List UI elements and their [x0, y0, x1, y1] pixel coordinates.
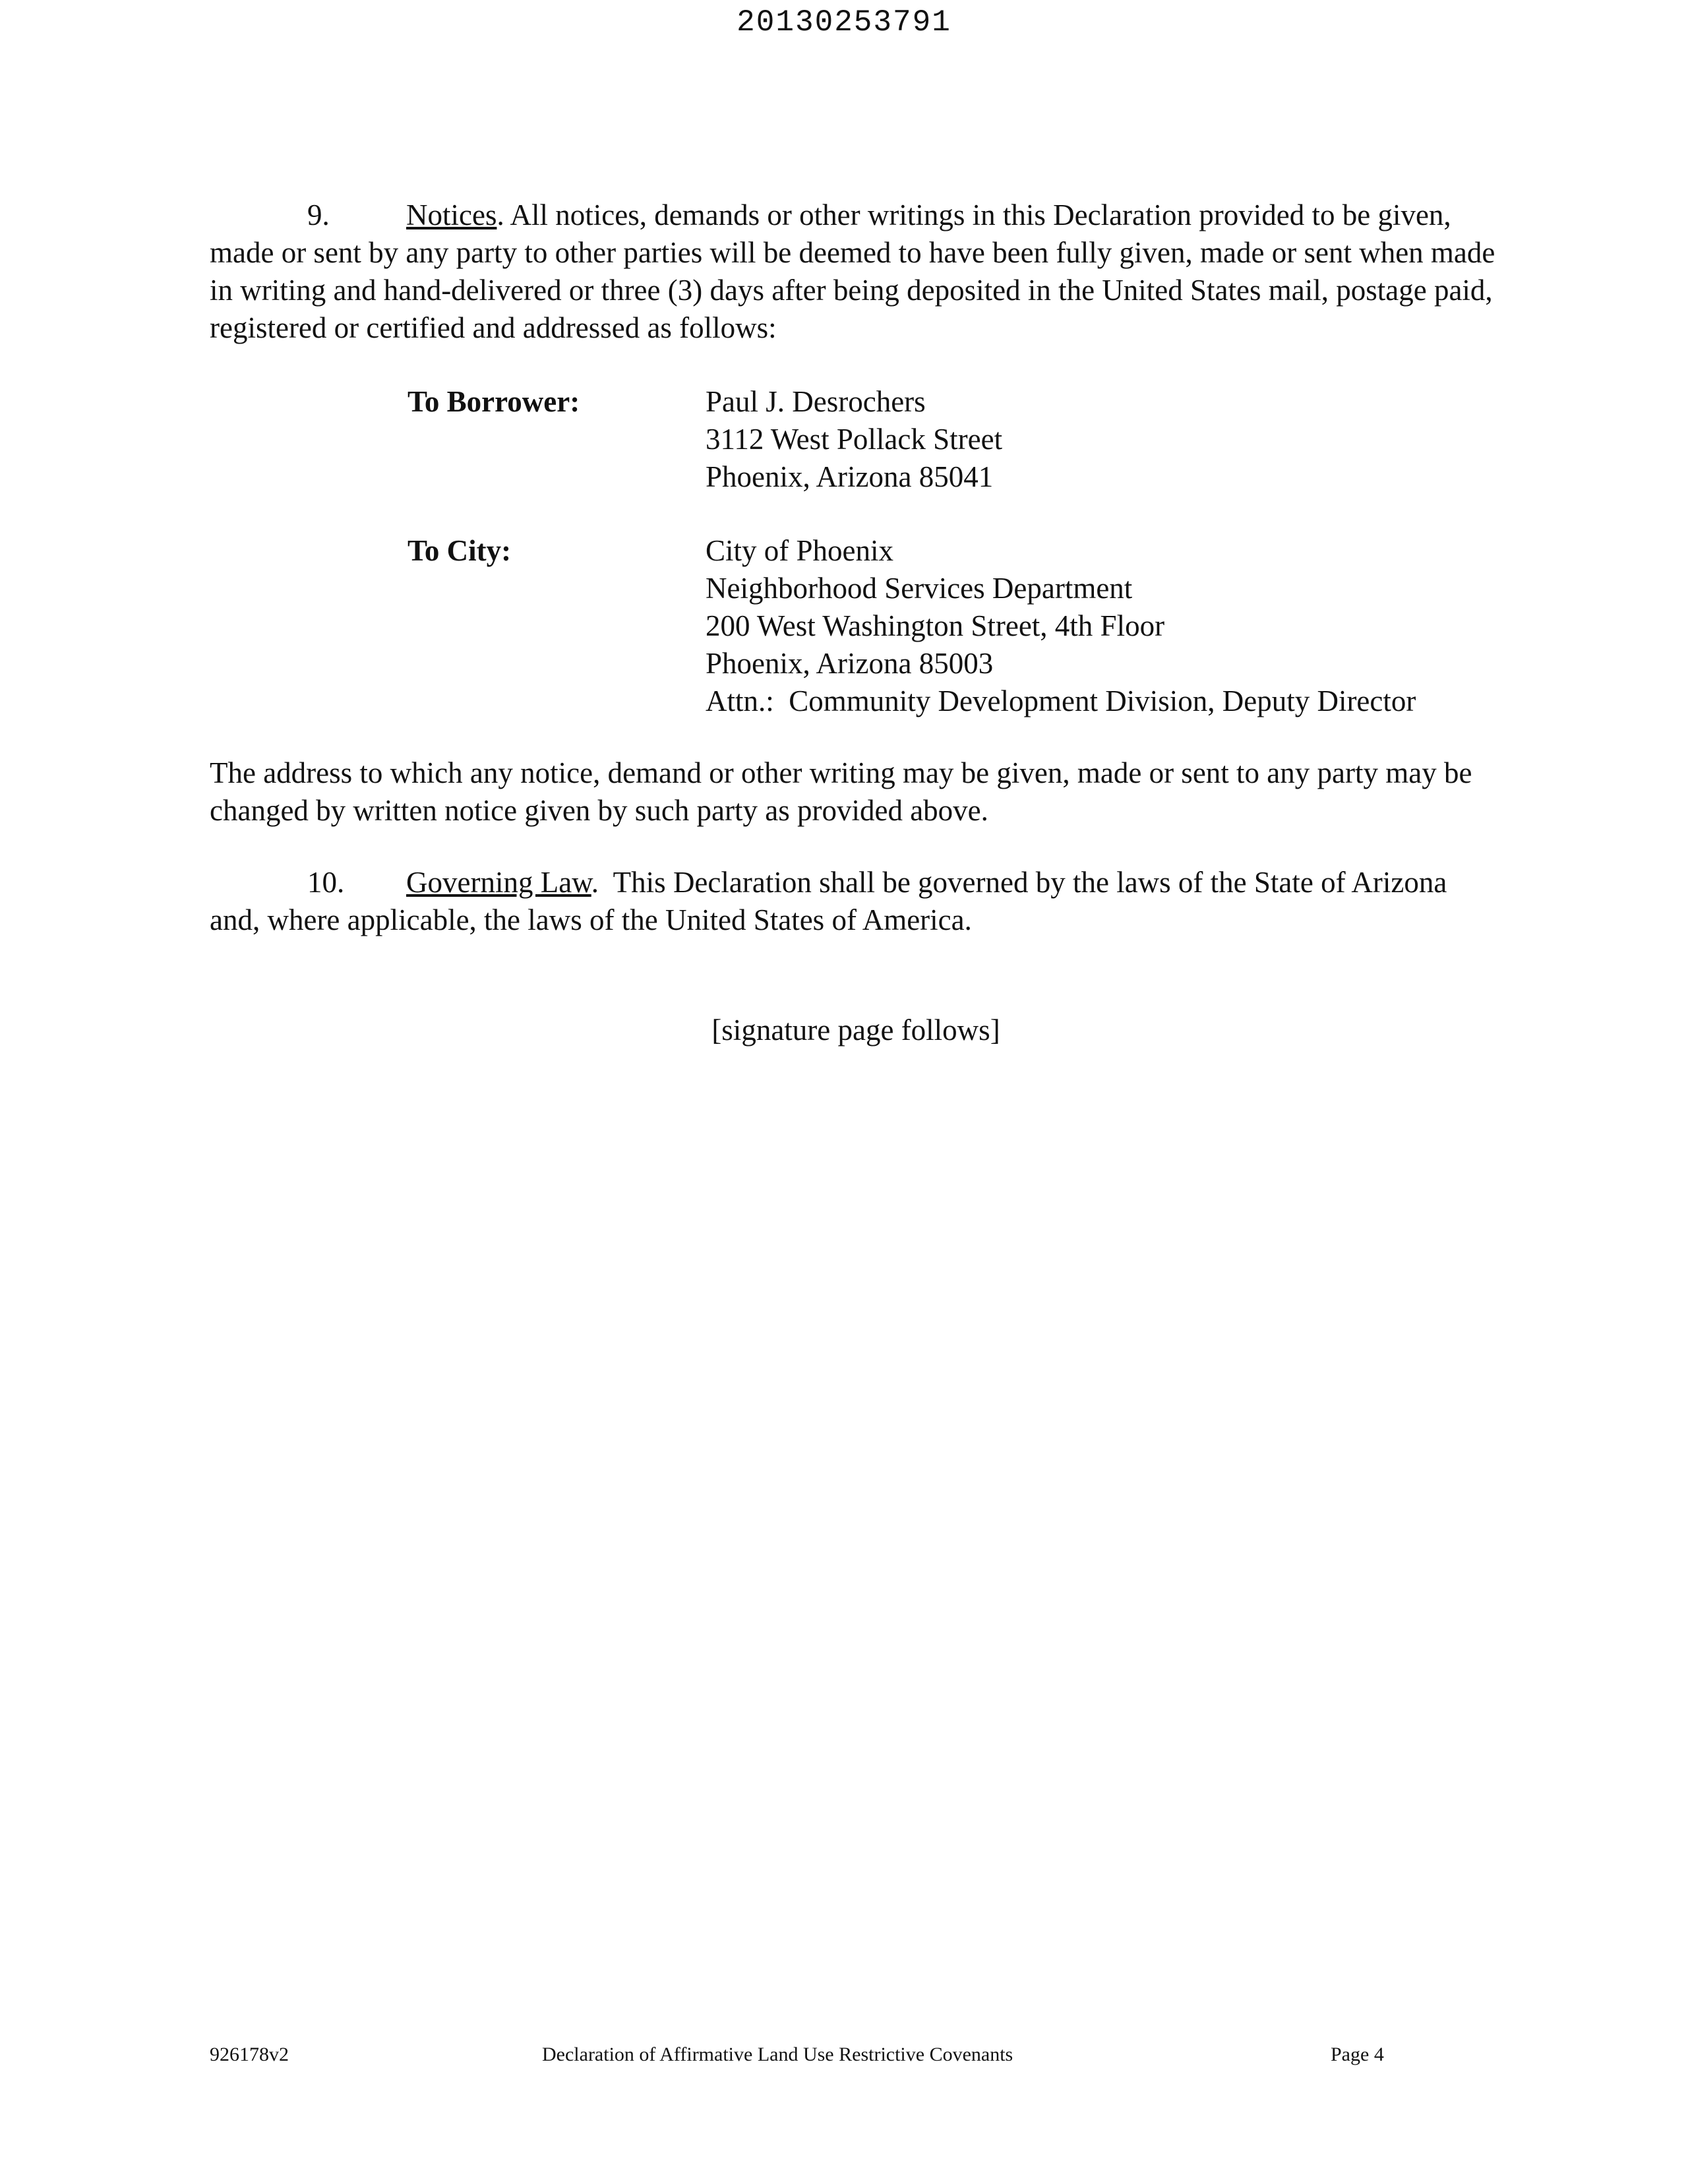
- section-notices: [210, 197, 1502, 347]
- section-heading: Notices: [406, 198, 497, 231]
- document-body: [210, 197, 1502, 1049]
- address-change-paragraph: The address to which any notice, demand or other writing may be given, made or sent to any party may be changed by written notice given by such party as provided above.: [210, 756, 1472, 827]
- address-line: Phoenix, Arizona 85041: [706, 460, 994, 493]
- address-block: [706, 383, 1416, 496]
- footer-doc-id: 926178v2: [210, 2044, 289, 2065]
- address-line: 200 West Washington Street, 4th Floor: [706, 609, 1165, 642]
- address-line: Phoenix, Arizona 85003: [706, 647, 994, 680]
- recording-number: 20130253791: [737, 5, 951, 40]
- section-number: 9.: [307, 198, 330, 231]
- address-line: Paul J. Desrochers: [706, 385, 926, 418]
- section-number: 10.: [307, 866, 345, 899]
- address-row-city: [407, 532, 1416, 720]
- address-row-borrower: [407, 383, 1416, 532]
- signature-page-note: [signature page follows]: [711, 1014, 1000, 1046]
- section-text: . This Declaration shall be governed by the laws of the State of Arizona and, where applicable, the laws of the United States of America.: [210, 866, 1455, 936]
- section-governing-law: [210, 864, 1502, 939]
- address-line: Neighborhood Services Department: [706, 572, 1133, 605]
- address-label: To City:: [407, 534, 512, 567]
- footer-title: Declaration of Affirmative Land Use Restrictive Covenants: [542, 2044, 1013, 2065]
- footer-page-number: Page 4: [1331, 2044, 1384, 2065]
- address-line: Attn.: Community Development Division, Deputy Director: [706, 684, 1416, 717]
- section-text: . All notices, demands or other writings in this Declaration provided to be given, made or sent by any party to other parties will be deemed to have been fully given, made or sent when made in writing and hand-delivered or three (3) days after being deposited in the United States mail, postage paid, registered or certified and addressed as follows:: [210, 198, 1495, 344]
- address-line: 3112 West Pollack Street: [706, 423, 1003, 456]
- address-line: City of Phoenix: [706, 534, 894, 567]
- section-heading: Governing Law: [406, 866, 591, 899]
- address-label: To Borrower:: [407, 385, 580, 418]
- address-table: [407, 383, 1416, 720]
- address-block: [706, 532, 1416, 720]
